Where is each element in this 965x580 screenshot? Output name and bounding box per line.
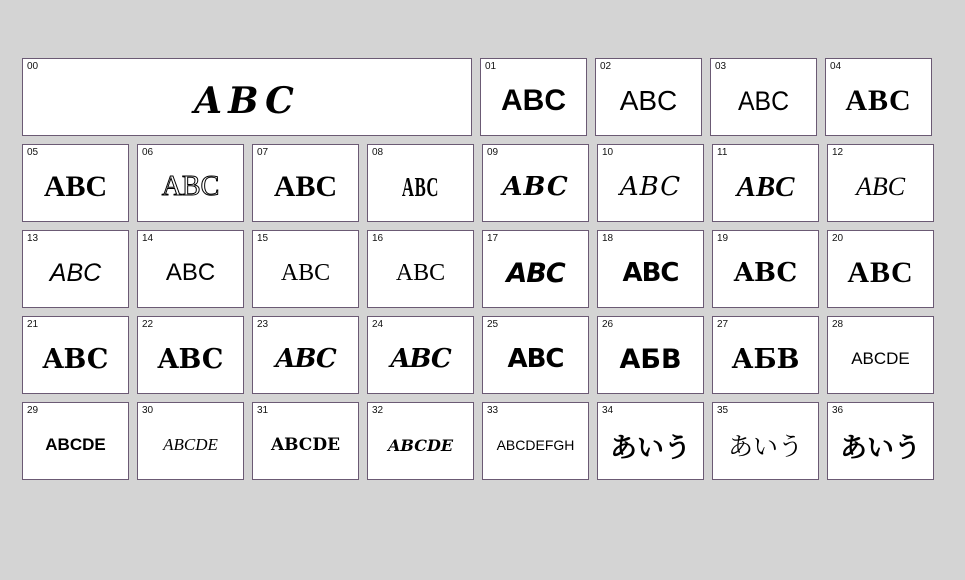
font-sample-row	[22, 230, 943, 308]
font-sample-cell-25[interactable]	[482, 316, 589, 394]
font-sample-index: 04	[830, 61, 842, 72]
font-sample-cell-29[interactable]	[22, 402, 129, 480]
font-sample-cell-28[interactable]	[827, 316, 934, 394]
font-sample-index: 05	[27, 147, 39, 158]
font-sample-row	[22, 58, 943, 136]
font-sample-cell-15[interactable]	[252, 230, 359, 308]
font-sample-cell-18[interactable]	[597, 230, 704, 308]
font-sample-row	[22, 402, 943, 480]
font-sample-preview: ABC	[737, 85, 790, 116]
font-sample-cell-13[interactable]	[22, 230, 129, 308]
font-sample-index: 32	[372, 405, 384, 416]
font-sample-preview: ABC	[847, 256, 914, 289]
font-sample-cell-08[interactable]	[367, 144, 474, 222]
font-sample-preview: あいう	[727, 432, 803, 461]
font-sample-cell-32[interactable]	[367, 402, 474, 480]
font-sample-index: 11	[717, 147, 728, 158]
font-sample-index: 09	[487, 147, 499, 158]
font-sample-preview: ABC	[401, 171, 440, 202]
font-sample-preview: ABC	[619, 85, 678, 116]
font-sample-preview: ABC	[845, 84, 912, 117]
font-sample-cell-07[interactable]	[252, 144, 359, 222]
font-sample-index: 23	[257, 319, 269, 330]
font-sample-preview: ABC	[165, 259, 216, 286]
font-sample-preview: ABC	[157, 343, 224, 375]
font-sample-index: 20	[832, 233, 844, 244]
font-sample-preview: ABC	[273, 170, 338, 203]
font-sample-preview: ABC	[390, 344, 451, 374]
font-sample-preview: ABCDE	[270, 435, 341, 455]
font-sample-cell-14[interactable]	[137, 230, 244, 308]
font-sample-preview: ABCDE	[851, 349, 910, 368]
font-sample-cell-16[interactable]	[367, 230, 474, 308]
font-sample-preview: ABC	[280, 259, 331, 286]
font-sample-preview: あいう	[840, 432, 921, 464]
font-sample-cell-21[interactable]	[22, 316, 129, 394]
font-sample-cell-22[interactable]	[137, 316, 244, 394]
font-sample-cell-00[interactable]	[22, 58, 472, 136]
font-sample-preview: ABC	[43, 170, 108, 203]
font-sample-cell-27[interactable]	[712, 316, 819, 394]
font-sample-cell-19[interactable]	[712, 230, 819, 308]
font-sample-index: 08	[372, 147, 384, 158]
font-sample-preview: ABCDE	[387, 435, 454, 455]
font-sample-cell-02[interactable]	[595, 58, 702, 136]
font-sample-index: 01	[485, 61, 497, 72]
font-sample-cell-20[interactable]	[827, 230, 934, 308]
font-sample-preview: ABC	[501, 84, 566, 117]
font-sample-index: 03	[715, 61, 727, 72]
font-sample-preview: ABC	[507, 344, 564, 374]
font-sample-preview: ABC	[736, 170, 795, 203]
font-sample-index: 16	[372, 233, 384, 244]
font-sample-index: 07	[257, 147, 269, 158]
font-sample-cell-04[interactable]	[825, 58, 932, 136]
font-sample-index: 19	[717, 233, 729, 244]
font-sample-preview: ABC	[275, 344, 336, 374]
font-sample-index: 36	[832, 405, 844, 416]
font-sample-index: 30	[142, 405, 154, 416]
font-sample-index: 02	[600, 61, 612, 72]
font-sample-cell-35[interactable]	[712, 402, 819, 480]
font-sample-cell-30[interactable]	[137, 402, 244, 480]
font-sample-index: 13	[27, 233, 39, 244]
font-sample-cell-05[interactable]	[22, 144, 129, 222]
font-sample-preview: АБВ	[619, 343, 682, 375]
font-sample-cell-06[interactable]	[137, 144, 244, 222]
font-sample-preview: ABC	[622, 258, 679, 288]
font-sample-index: 21	[27, 319, 39, 330]
font-sample-preview: あいう	[610, 432, 691, 464]
font-sample-index: 33	[487, 405, 499, 416]
font-sample-preview: ABC	[733, 258, 798, 288]
font-sample-preview: АБВ	[731, 343, 800, 375]
font-sample-preview: ABCDEFGH	[496, 437, 575, 453]
font-sample-index: 10	[602, 147, 614, 158]
font-sample-preview: ABC	[506, 257, 565, 289]
font-sample-cell-11[interactable]	[712, 144, 819, 222]
font-sample-cell-09[interactable]	[482, 144, 589, 222]
font-sample-cell-33[interactable]	[482, 402, 589, 480]
font-sample-index: 31	[257, 405, 269, 416]
font-sample-cell-23[interactable]	[252, 316, 359, 394]
font-sample-preview: ABC	[161, 171, 220, 202]
font-sample-cell-12[interactable]	[827, 144, 934, 222]
font-sample-preview: ABC	[49, 258, 102, 287]
font-sample-index: 12	[832, 147, 844, 158]
font-sample-cell-26[interactable]	[597, 316, 704, 394]
font-sample-cell-24[interactable]	[367, 316, 474, 394]
font-sample-cell-10[interactable]	[597, 144, 704, 222]
font-sample-cell-03[interactable]	[710, 58, 817, 136]
font-sample-index: 00	[27, 61, 39, 72]
font-sample-index: 22	[142, 319, 154, 330]
font-sample-index: 35	[717, 405, 729, 416]
font-sample-preview: ABC	[194, 80, 300, 122]
font-sample-preview: ABC	[42, 343, 109, 375]
font-sample-preview: ABCDE	[163, 435, 218, 454]
font-sample-index: 24	[372, 319, 384, 330]
font-sample-row	[22, 144, 943, 222]
font-sample-index: 27	[717, 319, 729, 330]
font-sample-cell-01[interactable]	[480, 58, 587, 136]
font-sample-index: 34	[602, 405, 614, 416]
font-sample-preview: ABCDE	[45, 435, 106, 454]
font-sample-index: 14	[142, 233, 154, 244]
font-sample-preview: ABC	[855, 172, 906, 201]
font-sample-preview: ABC	[395, 259, 446, 286]
font-sample-row	[22, 316, 943, 394]
font-sample-cell-36[interactable]	[827, 402, 934, 480]
font-sample-index: 26	[602, 319, 614, 330]
font-sample-index: 06	[142, 147, 154, 158]
font-sample-index: 28	[832, 319, 844, 330]
font-sample-preview: ABC	[619, 172, 682, 202]
font-sample-index: 15	[257, 233, 269, 244]
font-sample-index: 29	[27, 405, 39, 416]
font-sample-index: 25	[487, 319, 499, 330]
font-sample-cell-34[interactable]	[597, 402, 704, 480]
font-sample-cell-31[interactable]	[252, 402, 359, 480]
font-sample-index: 18	[602, 233, 614, 244]
font-sample-preview: ABC	[502, 172, 569, 202]
font-sample-index: 17	[487, 233, 499, 244]
font-sample-cell-17[interactable]	[482, 230, 589, 308]
